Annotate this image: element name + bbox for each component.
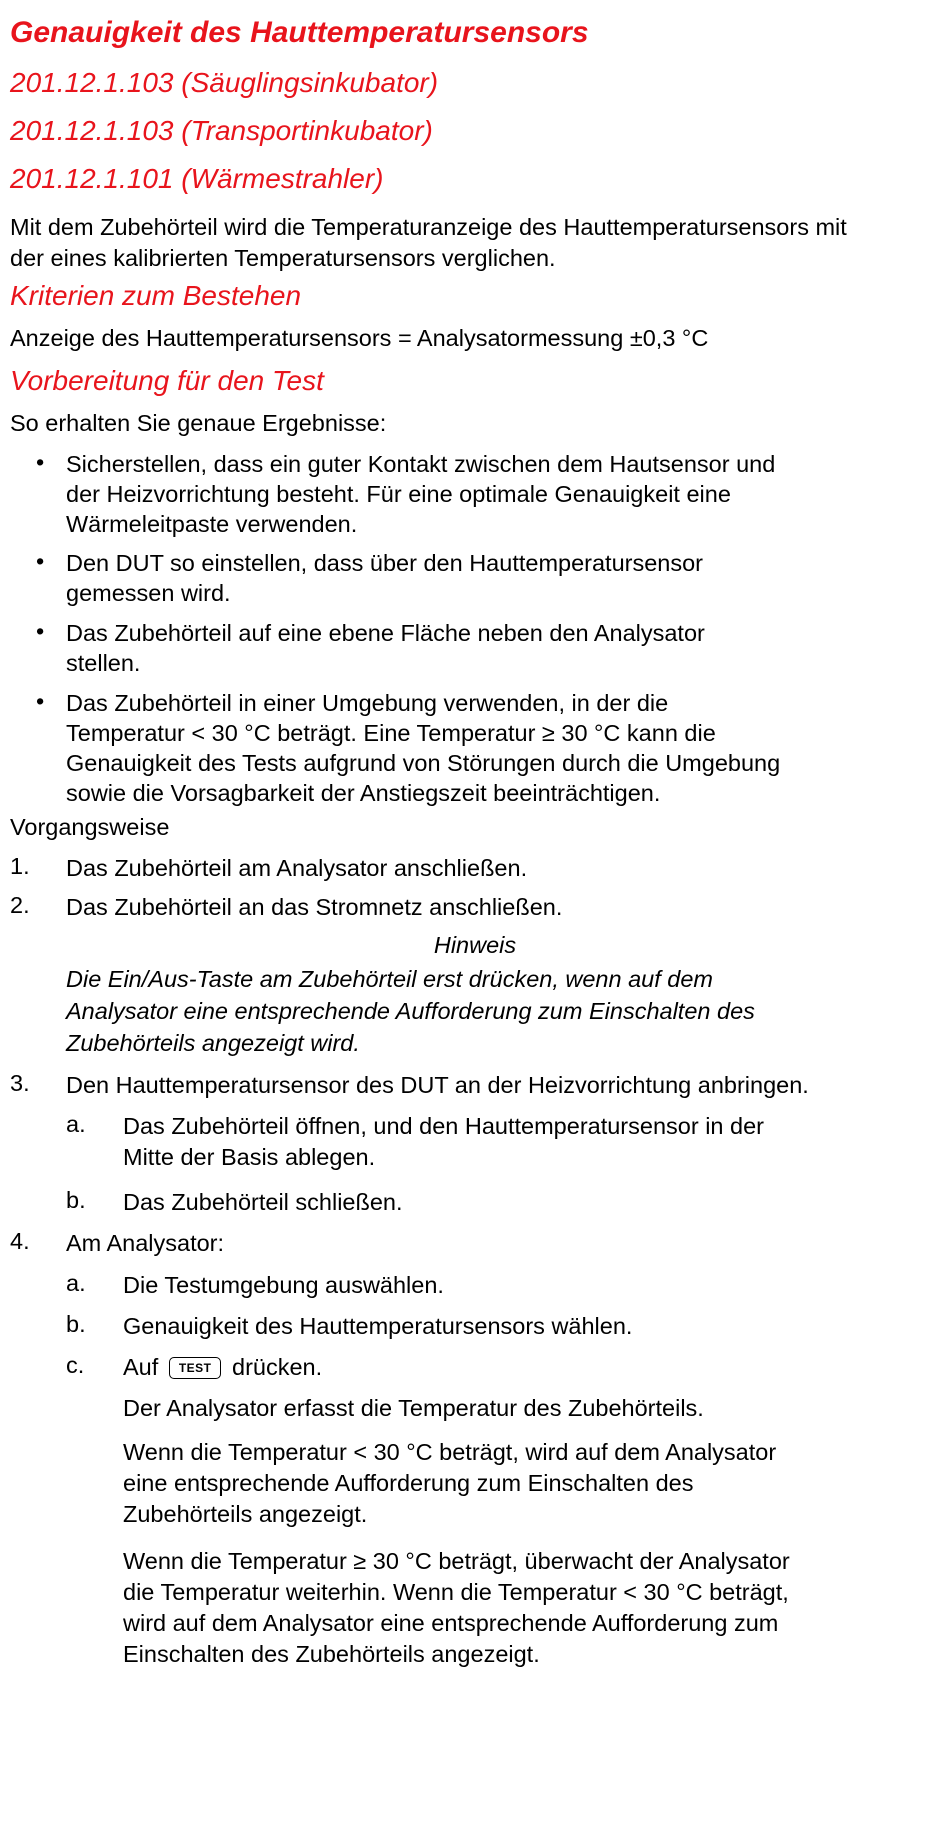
bullet-2-line-1: Den DUT so einstellen, dass über den Hauttemperatursensor [66, 550, 704, 576]
procedure-heading: Vorgangsweise [10, 814, 170, 840]
step-4b-text: Genauigkeit des Hauttemperatursensors wählen. [123, 1313, 633, 1339]
step-3-text: Den Hauttemperatursensor des DUT an der Heizvorrichtung anbringen. [66, 1072, 809, 1098]
step-4a-label: a. [66, 1270, 86, 1296]
test-key-icon: TEST [169, 1357, 222, 1379]
step-3-number: 3. [10, 1070, 30, 1096]
step-2-text: Das Zubehörteil an das Stromnetz anschließen. [66, 894, 563, 920]
criteria-text: Anzeige des Hauttemperatursensors = Analysatormessung ±0,3 °C [10, 325, 709, 351]
step-3b-text: Das Zubehörteil schließen. [123, 1189, 403, 1215]
bullet-marker: • [36, 548, 45, 574]
step-3a-line-1: Das Zubehörteil öffnen, und den Hauttemperatursensor in der [123, 1113, 764, 1139]
reference-2: 201.12.1.103 (Transportinkubator) [10, 115, 433, 146]
step-3a-label: a. [66, 1111, 86, 1137]
step-4-text: Am Analysator: [66, 1230, 225, 1256]
bullet-2-line-2: gemessen wird. [66, 580, 231, 606]
reference-3: 201.12.1.101 (Wärmestrahler) [10, 163, 384, 194]
bullet-1-line-2: der Heizvorrichtung besteht. Für eine optimale Genauigkeit eine [66, 481, 731, 507]
step-4b-label: b. [66, 1311, 86, 1337]
bullet-marker: • [36, 618, 45, 644]
preparation-lead: So erhalten Sie genaue Ergebnisse: [10, 410, 387, 436]
step-4c-text [123, 1352, 322, 1384]
result-2-line-2: eine entsprechende Aufforderung zum Einschalten des [123, 1470, 694, 1496]
note-line-1: Die Ein/Aus-Taste am Zubehörteil erst drücken, wenn auf dem [66, 966, 714, 992]
step-1-number: 1. [10, 853, 30, 879]
bullet-4-line-1: Das Zubehörteil in einer Umgebung verwenden, in der die [66, 690, 669, 716]
step-4c-post: drücken. [232, 1354, 323, 1380]
bullet-3-line-2: stellen. [66, 650, 141, 676]
bullet-4-line-3: Genauigkeit des Tests aufgrund von Störungen durch die Umgebung [66, 750, 781, 776]
result-3-line-4: Einschalten des Zubehörteils angezeigt. [123, 1641, 540, 1667]
note-line-2: Analysator eine entsprechende Aufforderung zum Einschalten des [66, 998, 755, 1024]
bullet-marker: • [36, 449, 45, 475]
bullet-4-line-2: Temperatur < 30 °C beträgt. Eine Temperatur ≥ 30 °C kann die [66, 720, 716, 746]
step-3a-line-2: Mitte der Basis ablegen. [123, 1144, 376, 1170]
step-4a-text: Die Testumgebung auswählen. [123, 1272, 444, 1298]
step-3b-label: b. [66, 1187, 86, 1213]
note-line-3: Zubehörteils angezeigt wird. [66, 1030, 360, 1056]
step-2-number: 2. [10, 892, 30, 918]
bullet-1-line-3: Wärmeleitpaste verwenden. [66, 511, 358, 537]
page-title: Genauigkeit des Hauttemperatursensors [10, 16, 589, 49]
step-4-number: 4. [10, 1228, 30, 1254]
result-1: Der Analysator erfasst die Temperatur des Zubehörteils. [123, 1395, 704, 1421]
reference-1: 201.12.1.103 (Säuglingsinkubator) [10, 67, 439, 98]
step-4c-label: c. [66, 1352, 85, 1378]
result-3-line-3: wird auf dem Analysator eine entsprechende Aufforderung zum [123, 1610, 779, 1636]
preparation-heading: Vorbereitung für den Test [10, 365, 324, 396]
note-title: Hinweis [433, 932, 517, 958]
result-2-line-1: Wenn die Temperatur < 30 °C beträgt, wird auf dem Analysator [123, 1439, 777, 1465]
intro-line-2: der eines kalibrierten Temperatursensors verglichen. [10, 245, 556, 271]
bullet-marker: • [36, 688, 45, 714]
result-3-line-1: Wenn die Temperatur ≥ 30 °C beträgt, überwacht der Analysator [123, 1548, 790, 1574]
bullet-1-line-1: Sicherstellen, dass ein guter Kontakt zwischen dem Hautsensor und [66, 451, 776, 477]
result-3-line-2: die Temperatur weiterhin. Wenn die Temperatur < 30 °C beträgt, [123, 1579, 789, 1605]
step-4c-pre: Auf [123, 1354, 159, 1380]
bullet-3-line-1: Das Zubehörteil auf eine ebene Fläche neben den Analysator [66, 620, 705, 646]
step-1-text: Das Zubehörteil am Analysator anschließen. [66, 855, 528, 881]
intro-line-1: Mit dem Zubehörteil wird die Temperaturanzeige des Hauttemperatursensors mit [10, 214, 847, 240]
bullet-4-line-4: sowie die Vorsagbarkeit der Anstiegszeit beeinträchtigen. [66, 780, 661, 806]
criteria-heading: Kriterien zum Bestehen [10, 280, 302, 311]
result-2-line-3: Zubehörteils angezeigt. [123, 1501, 368, 1527]
